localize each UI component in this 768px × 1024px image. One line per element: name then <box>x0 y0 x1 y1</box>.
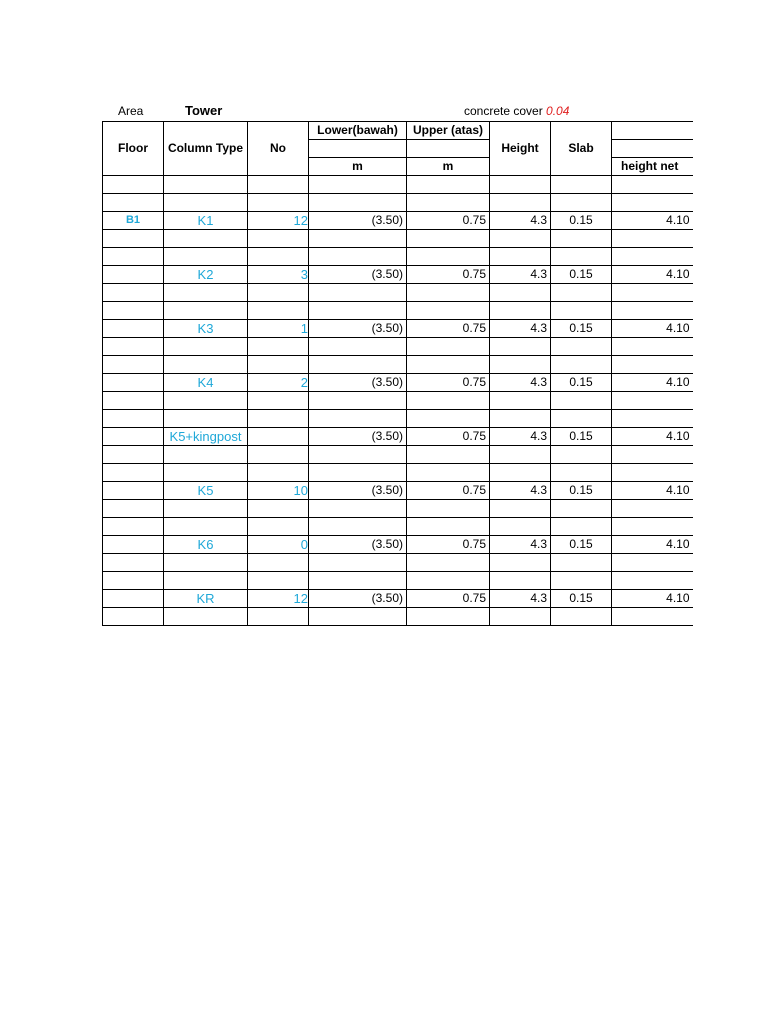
blank-cell <box>248 572 309 590</box>
blank-cell <box>103 302 164 320</box>
blank-cell <box>309 284 407 302</box>
header-blank-cell <box>612 122 693 140</box>
count-cell <box>248 428 309 446</box>
height-net-cell: 4.10 <box>612 374 693 392</box>
table-row <box>103 590 693 608</box>
blank-cell <box>164 500 248 518</box>
blank-cell <box>309 554 407 572</box>
blank-cell <box>551 392 612 410</box>
blank-cell <box>551 230 612 248</box>
height-net-cell: 4.10 <box>612 482 693 500</box>
upper-cell: 0.75 <box>407 320 490 338</box>
blank-cell <box>309 230 407 248</box>
count-cell: 2 <box>248 374 309 392</box>
blank-cell <box>407 230 490 248</box>
blank-cell <box>248 248 309 266</box>
blank-cell <box>248 464 309 482</box>
blank-cell <box>490 392 551 410</box>
upper-cell: 0.75 <box>407 428 490 446</box>
blank-cell <box>248 194 309 212</box>
blank-row <box>103 356 693 374</box>
blank-cell <box>309 446 407 464</box>
header-floor: Floor <box>103 122 164 176</box>
column-type-cell: K1 <box>164 212 248 230</box>
blank-cell <box>612 572 693 590</box>
slab-cell: 0.15 <box>551 266 612 284</box>
blank-cell <box>248 446 309 464</box>
header-upper: Upper (atas) <box>407 122 490 140</box>
blank-cell <box>309 572 407 590</box>
blank-cell <box>103 284 164 302</box>
floor-cell <box>103 320 164 338</box>
blank-cell <box>407 248 490 266</box>
blank-cell <box>612 284 693 302</box>
blank-cell <box>164 284 248 302</box>
floor-cell <box>103 374 164 392</box>
blank-cell <box>551 572 612 590</box>
blank-cell <box>490 194 551 212</box>
slab-cell: 0.15 <box>551 374 612 392</box>
slab-cell: 0.15 <box>551 212 612 230</box>
blank-cell <box>612 194 693 212</box>
blank-cell <box>490 176 551 194</box>
blank-cell <box>551 500 612 518</box>
blank-row <box>103 302 693 320</box>
blank-cell <box>551 176 612 194</box>
blank-cell <box>164 518 248 536</box>
blank-cell <box>309 410 407 428</box>
upper-cell: 0.75 <box>407 266 490 284</box>
blank-cell <box>612 608 693 626</box>
blank-cell <box>103 410 164 428</box>
blank-cell <box>407 284 490 302</box>
blank-cell <box>248 410 309 428</box>
blank-cell <box>309 356 407 374</box>
concrete-cover-value: 0.04 <box>546 104 570 118</box>
blank-cell <box>551 608 612 626</box>
blank-cell <box>164 572 248 590</box>
blank-cell <box>248 392 309 410</box>
count-cell: 10 <box>248 482 309 500</box>
table-row <box>103 482 693 500</box>
blank-cell <box>551 248 612 266</box>
header-blank-cell <box>612 140 693 158</box>
blank-cell <box>407 608 490 626</box>
blank-cell <box>164 194 248 212</box>
sheet-title-row <box>102 100 692 121</box>
blank-cell <box>490 356 551 374</box>
blank-cell <box>248 338 309 356</box>
blank-cell <box>103 554 164 572</box>
floor-cell <box>103 536 164 554</box>
blank-cell <box>103 176 164 194</box>
height-cell: 4.3 <box>490 482 551 500</box>
lower-cell: (3.50) <box>309 320 407 338</box>
floor-cell: B1 <box>103 212 164 230</box>
concrete-cover-label <box>464 104 569 118</box>
blank-cell <box>490 284 551 302</box>
blank-cell <box>248 284 309 302</box>
blank-cell <box>164 338 248 356</box>
lower-cell: (3.50) <box>309 374 407 392</box>
floor-cell <box>103 428 164 446</box>
height-cell: 4.3 <box>490 374 551 392</box>
blank-cell <box>490 230 551 248</box>
blank-cell <box>612 230 693 248</box>
blank-cell <box>490 608 551 626</box>
blank-cell <box>407 338 490 356</box>
blank-cell <box>309 338 407 356</box>
column-type-cell: K3 <box>164 320 248 338</box>
blank-cell <box>309 248 407 266</box>
blank-cell <box>490 446 551 464</box>
count-cell: 0 <box>248 536 309 554</box>
blank-cell <box>407 356 490 374</box>
blank-row <box>103 230 693 248</box>
table-row <box>103 320 693 338</box>
upper-cell: 0.75 <box>407 212 490 230</box>
blank-cell <box>164 554 248 572</box>
blank-cell <box>407 446 490 464</box>
table-row <box>103 428 693 446</box>
height-cell: 4.3 <box>490 590 551 608</box>
blank-cell <box>103 500 164 518</box>
upper-cell: 0.75 <box>407 590 490 608</box>
blank-cell <box>407 518 490 536</box>
blank-cell <box>164 302 248 320</box>
blank-cell <box>164 176 248 194</box>
blank-row <box>103 608 693 626</box>
blank-cell <box>103 446 164 464</box>
blank-row <box>103 410 693 428</box>
blank-cell <box>407 392 490 410</box>
blank-cell <box>309 392 407 410</box>
area-value: Tower <box>185 103 223 118</box>
blank-cell <box>248 518 309 536</box>
floor-cell <box>103 590 164 608</box>
blank-cell <box>248 554 309 572</box>
blank-cell <box>490 248 551 266</box>
height-cell: 4.3 <box>490 536 551 554</box>
blank-cell <box>612 248 693 266</box>
blank-cell <box>551 410 612 428</box>
column-type-cell: KR <box>164 590 248 608</box>
blank-cell <box>164 392 248 410</box>
header-height: Height <box>490 122 551 176</box>
blank-cell <box>551 302 612 320</box>
column-type-cell: K2 <box>164 266 248 284</box>
blank-cell <box>103 356 164 374</box>
blank-cell <box>248 176 309 194</box>
blank-cell <box>612 302 693 320</box>
count-cell: 12 <box>248 212 309 230</box>
slab-cell: 0.15 <box>551 536 612 554</box>
height-net-cell: 4.10 <box>612 428 693 446</box>
blank-cell <box>407 464 490 482</box>
blank-cell <box>407 554 490 572</box>
blank-cell <box>164 410 248 428</box>
upper-cell: 0.75 <box>407 374 490 392</box>
blank-cell <box>612 410 693 428</box>
blank-cell <box>490 338 551 356</box>
blank-cell <box>248 356 309 374</box>
blank-cell <box>612 338 693 356</box>
concrete-cover-text: concrete cover <box>464 104 543 118</box>
blank-cell <box>407 572 490 590</box>
height-net-cell: 4.10 <box>612 266 693 284</box>
blank-cell <box>612 446 693 464</box>
height-cell: 4.3 <box>490 212 551 230</box>
lower-cell: (3.50) <box>309 266 407 284</box>
height-net-cell: 4.10 <box>612 320 693 338</box>
blank-cell <box>248 500 309 518</box>
header-column-type: Column Type <box>164 122 248 176</box>
blank-row <box>103 500 693 518</box>
blank-cell <box>164 356 248 374</box>
blank-cell <box>490 518 551 536</box>
blank-cell <box>612 500 693 518</box>
table-row <box>103 266 693 284</box>
blank-cell <box>612 176 693 194</box>
blank-cell <box>248 230 309 248</box>
header-slab: Slab <box>551 122 612 176</box>
blank-cell <box>490 410 551 428</box>
blank-cell <box>103 518 164 536</box>
blank-cell <box>551 194 612 212</box>
blank-row <box>103 248 693 266</box>
blank-cell <box>490 302 551 320</box>
blank-row <box>103 176 693 194</box>
blank-cell <box>164 446 248 464</box>
lower-cell: (3.50) <box>309 212 407 230</box>
header-upper-unit: m <box>407 158 490 176</box>
blank-cell <box>248 302 309 320</box>
count-cell: 1 <box>248 320 309 338</box>
lower-cell: (3.50) <box>309 536 407 554</box>
slab-cell: 0.15 <box>551 320 612 338</box>
blank-cell <box>551 284 612 302</box>
height-cell: 4.3 <box>490 266 551 284</box>
blank-cell <box>407 500 490 518</box>
column-type-cell: K6 <box>164 536 248 554</box>
blank-cell <box>309 176 407 194</box>
lower-cell: (3.50) <box>309 428 407 446</box>
blank-cell <box>551 446 612 464</box>
blank-row <box>103 284 693 302</box>
header-lower: Lower(bawah) <box>309 122 407 140</box>
count-cell: 3 <box>248 266 309 284</box>
slab-cell: 0.15 <box>551 428 612 446</box>
height-cell: 4.3 <box>490 320 551 338</box>
blank-cell <box>612 392 693 410</box>
blank-cell <box>490 554 551 572</box>
header-blank-cell <box>407 140 490 158</box>
blank-cell <box>309 518 407 536</box>
blank-cell <box>490 464 551 482</box>
blank-row <box>103 392 693 410</box>
table-row <box>103 536 693 554</box>
spreadsheet <box>102 100 692 626</box>
header-blank-cell <box>309 140 407 158</box>
blank-cell <box>103 572 164 590</box>
blank-cell <box>248 608 309 626</box>
height-cell: 4.3 <box>490 428 551 446</box>
blank-cell <box>164 248 248 266</box>
blank-cell <box>103 248 164 266</box>
column-type-cell: K4 <box>164 374 248 392</box>
blank-cell <box>490 500 551 518</box>
table-row <box>103 212 693 230</box>
blank-row <box>103 572 693 590</box>
blank-cell <box>103 392 164 410</box>
blank-cell <box>490 572 551 590</box>
blank-cell <box>407 194 490 212</box>
upper-cell: 0.75 <box>407 482 490 500</box>
blank-row <box>103 338 693 356</box>
lower-cell: (3.50) <box>309 590 407 608</box>
blank-cell <box>103 608 164 626</box>
blank-cell <box>612 356 693 374</box>
count-cell: 12 <box>248 590 309 608</box>
blank-cell <box>103 230 164 248</box>
column-type-cell: K5+kingpost <box>164 428 248 446</box>
blank-row <box>103 464 693 482</box>
blank-cell <box>551 554 612 572</box>
blank-cell <box>103 464 164 482</box>
blank-row <box>103 518 693 536</box>
blank-cell <box>103 338 164 356</box>
area-label: Area <box>118 104 144 118</box>
slab-cell: 0.15 <box>551 590 612 608</box>
blank-row <box>103 446 693 464</box>
blank-cell <box>164 608 248 626</box>
blank-cell <box>551 356 612 374</box>
blank-cell <box>551 464 612 482</box>
blank-cell <box>612 554 693 572</box>
column-table <box>102 121 693 626</box>
blank-row <box>103 554 693 572</box>
blank-cell <box>551 338 612 356</box>
height-net-cell: 4.10 <box>612 212 693 230</box>
blank-cell <box>612 464 693 482</box>
header-height-net: height net <box>612 158 693 176</box>
column-type-cell: K5 <box>164 482 248 500</box>
blank-cell <box>309 464 407 482</box>
blank-cell <box>309 500 407 518</box>
blank-cell <box>612 518 693 536</box>
blank-cell <box>407 410 490 428</box>
blank-cell <box>407 302 490 320</box>
blank-cell <box>309 194 407 212</box>
floor-cell <box>103 266 164 284</box>
blank-cell <box>551 518 612 536</box>
blank-cell <box>309 302 407 320</box>
height-net-cell: 4.10 <box>612 590 693 608</box>
blank-row <box>103 194 693 212</box>
blank-cell <box>309 608 407 626</box>
header-no: No <box>248 122 309 176</box>
slab-cell: 0.15 <box>551 482 612 500</box>
header-lower-unit: m <box>309 158 407 176</box>
height-net-cell: 4.10 <box>612 536 693 554</box>
blank-cell <box>164 464 248 482</box>
floor-cell <box>103 482 164 500</box>
upper-cell: 0.75 <box>407 536 490 554</box>
table-row <box>103 374 693 392</box>
lower-cell: (3.50) <box>309 482 407 500</box>
blank-cell <box>407 176 490 194</box>
blank-cell <box>103 194 164 212</box>
blank-cell <box>164 230 248 248</box>
